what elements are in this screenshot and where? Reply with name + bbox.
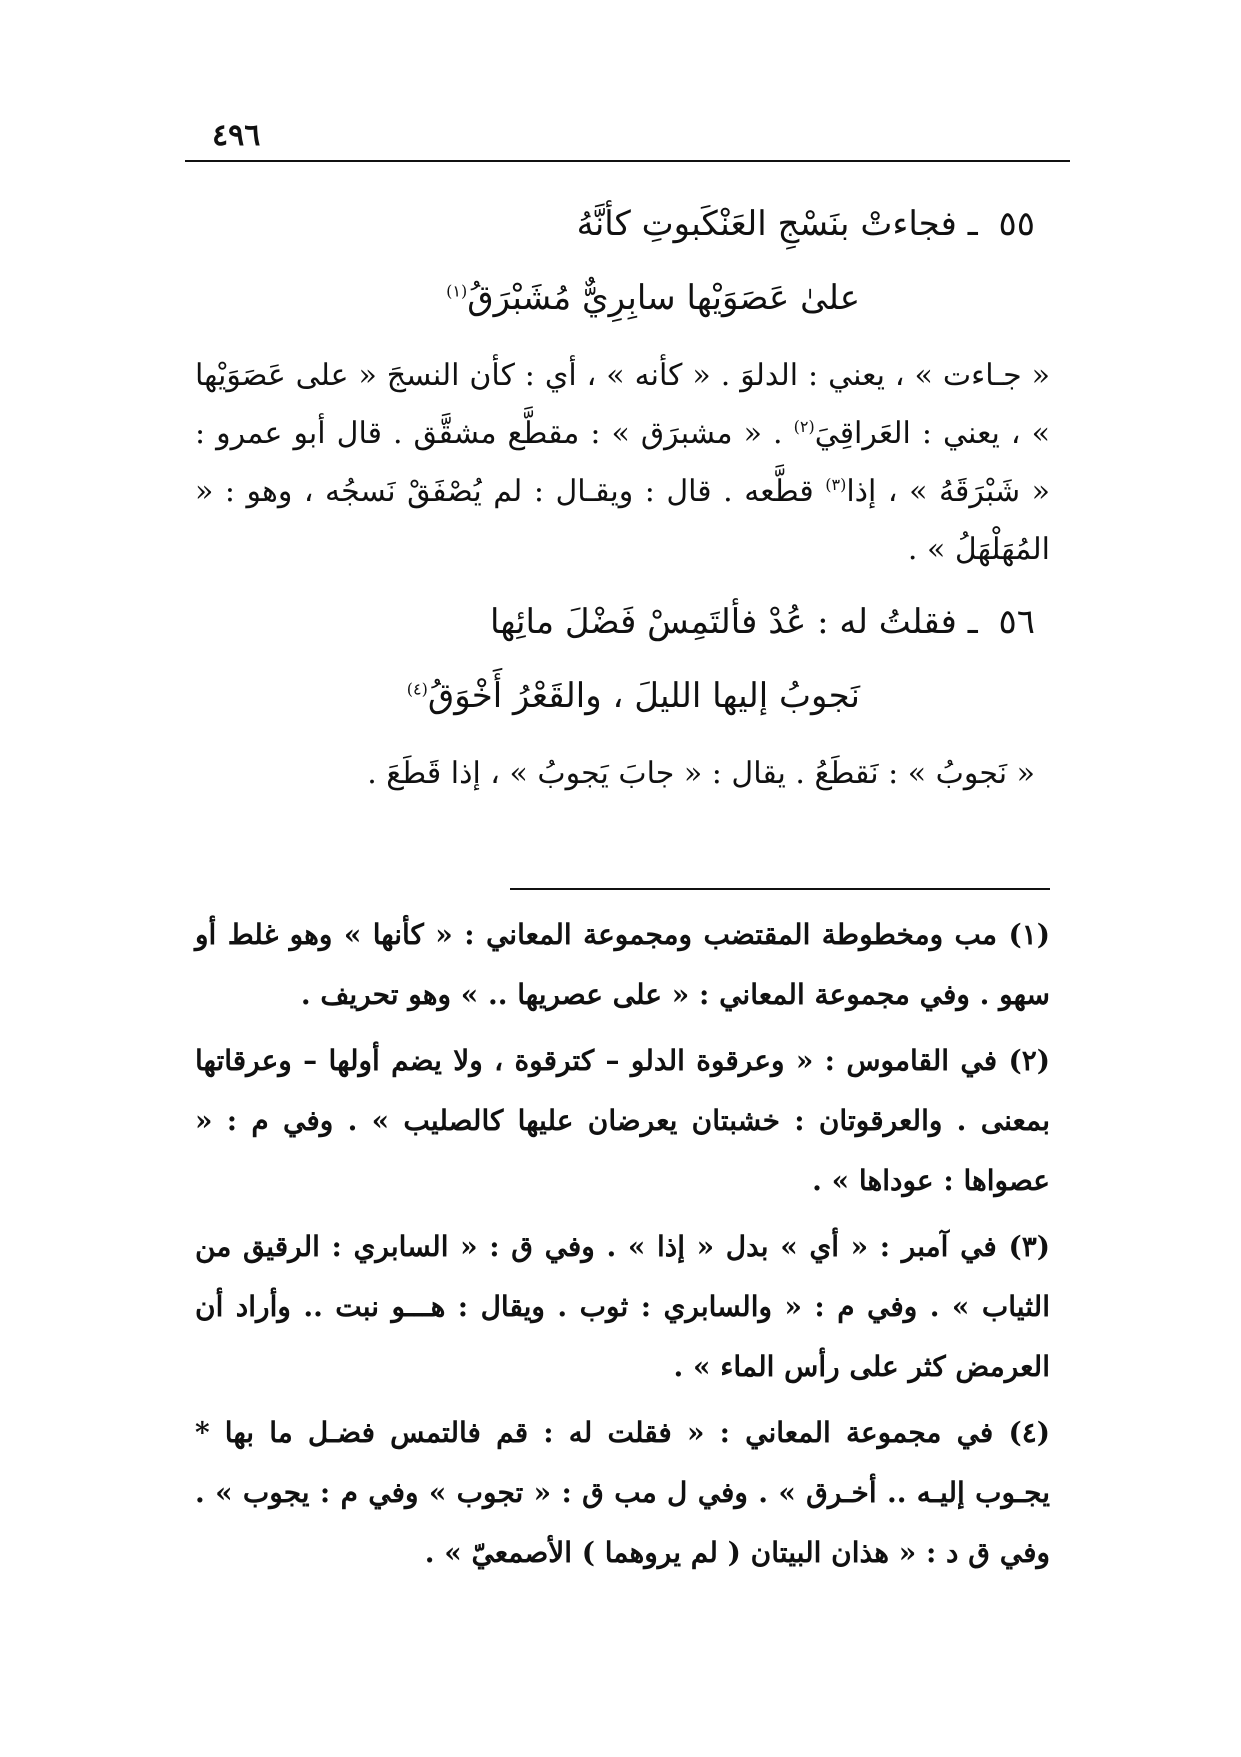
footnote-ref: (١): [446, 281, 468, 301]
commentary-text: قطَّعه . قال : ويقـال : لم يُصْفَقْ نَسجُه ، وهو : « المُهَلْهَلُ » .: [195, 474, 1050, 567]
verse-number: ٥٦: [998, 602, 1035, 642]
footnote-ref: (٢): [793, 417, 815, 436]
commentary-text: « جـاءت » ، يعني : الدلوَ . « كأنه » ، أي : كأن النسجَ « على عَصَوَيْها » ، يعني : العَراقِيَ: [195, 358, 1050, 451]
footnote-2: (٢) في القاموس : « وعرقوة الدلو – كترقوة ، ولا يضم أولها – وعرقاتها بمعنى . والعرقوتان : خشبتان يعرضان عليها كالصليب » . وفي م : « عصواها : عوداها » .: [195, 1044, 1050, 1197]
footnote-rule: [510, 888, 1050, 890]
footnote-ref: (٤): [406, 679, 428, 699]
verse-55-second-hemistich: [195, 269, 1050, 347]
verse-text: ـ فجاءتْ بنَسْجِ العَنْكَبوتِ كأنَّهُ: [576, 204, 978, 244]
main-text: [195, 195, 1050, 809]
verse-56-first-hemistich: [195, 593, 1050, 667]
footnote-1: (١) مب ومخطوطة المقتضب ومجموعة المعاني : « كأنها » وهو غلط أو سهو . وفي مجموعة المعاني : « على عصريها .. » وهو تحريف .: [195, 918, 1050, 1011]
header-rule: [185, 160, 1070, 162]
footnote-3: (٣) في آمبر : « أي » بدل « إذا » . وفي ق : « السابري : الرقيق من الثياب » . وفي م : « والسابري : ثوب . ويقال : هـــو نبت .. وأراد أن العرمض كثر على رأس الماء » .: [195, 1230, 1050, 1383]
page-number: ٤٩٦: [212, 118, 261, 153]
verse-55-first-hemistich: [195, 195, 1050, 269]
verse-text: ـ فقلتُ له : عُدْ فألتَمِسْ فَضْلَ مائِها: [489, 602, 978, 642]
verse-number: ٥٥: [998, 204, 1035, 244]
verse-56-second-hemistich: [195, 667, 1050, 745]
commentary-text: . « مشبرَق » : مقطَّع مشقَّق . قال أبو عمرو : « شَبْرَقَهُ » ، إذا: [195, 416, 1050, 509]
commentary-paragraph-2: « نَجوبُ » : نَقطَعُ . يقال : « جابَ يَجوبُ » ، إذا قَطَعَ .: [367, 756, 1035, 791]
verse-text: نَجوبُ إليها الليلَ ، والقَعْرُ أَخْوَقُ: [427, 676, 860, 716]
footnote-ref: (٣): [825, 475, 847, 494]
verse-text: علىٰ عَصَوَيْها سابِرِيٌّ مُشَبْرَقُ: [467, 278, 860, 318]
commentary-paragraph-1: [195, 347, 1050, 579]
footnote-4: (٤) في مجموعة المعاني : « فقلت له : قم فالتمس فضـل ما بها * يجـوب إليـه .. أخـرق » . وفي ل مب ق : « تجوب » وفي م : يجوب » . وفي ق د : « هذان البيتان ( لم يروهما ) الأصمعيّ » .: [195, 1416, 1050, 1569]
footnotes: [195, 905, 1050, 1589]
